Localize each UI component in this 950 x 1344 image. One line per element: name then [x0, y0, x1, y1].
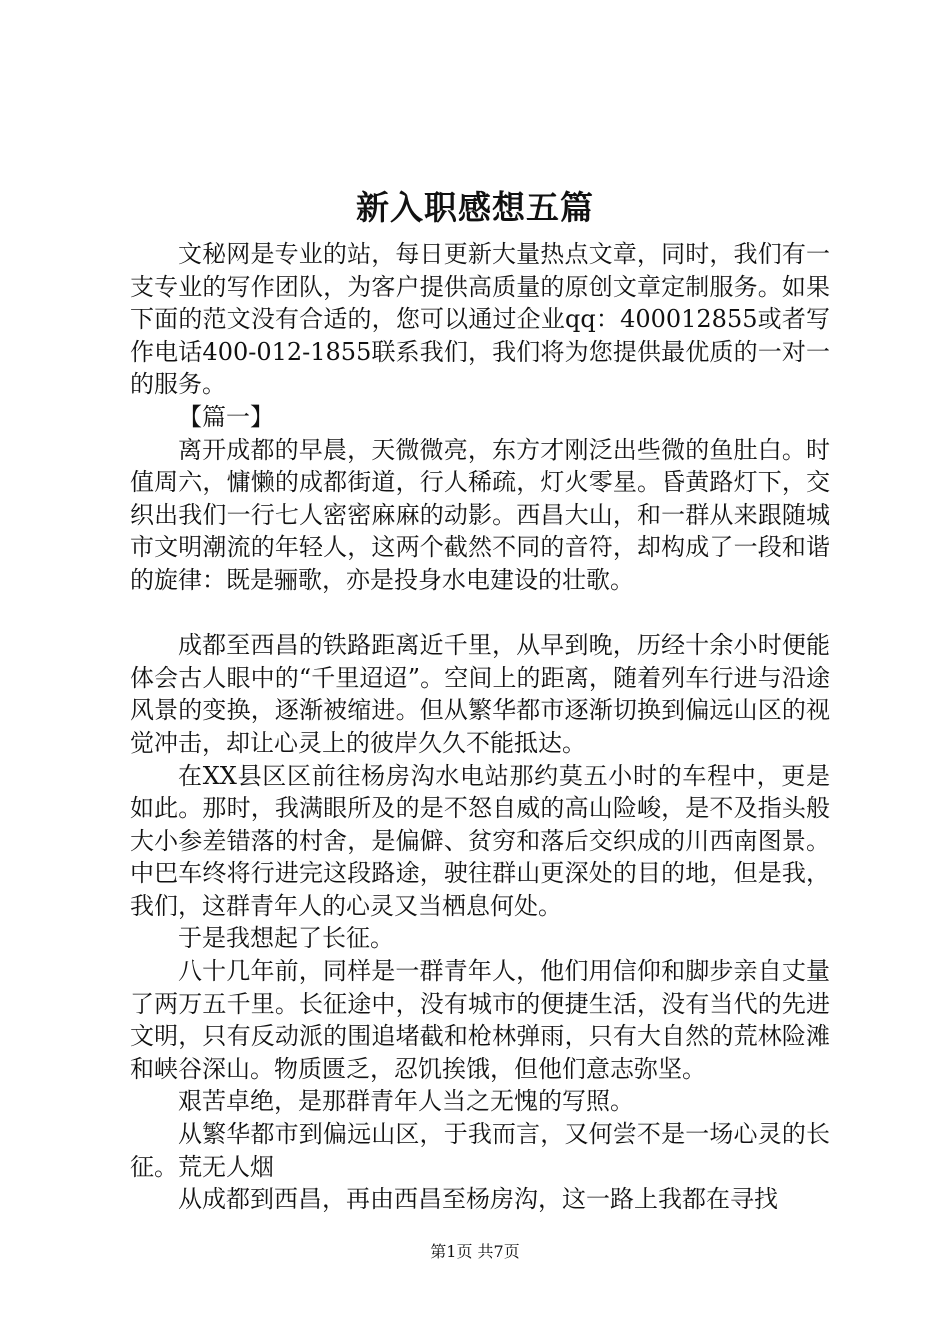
intro-paragraph: 文秘网是专业的站，每日更新大量热点文章，同时，我们有一支专业的写作团队，为客户提供高质量的原创文章定制服务。如果下面的范文没有合适的，您可以通过企业qq：400012855或者写作电话400-012-1855联系我们，我们将为您提供最优质的一对一的服务。 [130, 240, 830, 399]
page-number-footer: 第1页 共7页 [430, 1242, 520, 1261]
body-paragraph: 八十几年前，同样是一群青年人，他们用信仰和脚步亲自丈量了两万五千里。长征途中，没有城市的便捷生活，没有当代的先进文明，只有反动派的围追堵截和枪林弹雨，只有大自然的荒林险滩和峡谷深山。物质匮乏，忍饥挨饿，但他们意志弥坚。 [130, 957, 830, 1083]
document-title: 新入职感想五篇 [356, 188, 594, 227]
body-paragraph: 艰苦卓绝，是那群青年人当之无愧的写照。 [178, 1087, 634, 1116]
body-paragraph: 在XX县区区前往杨房沟水电站那约莫五小时的车程中，更是如此。那时，我满眼所及的是不怒自威的高山险峻，是不及指头般大小参差错落的村舍，是偏僻、贫穷和落后交织成的川西南图景。中巴车终将行进完这段路途，驶往群山更深处的目的地，但是我，我们，这群青年人的心灵又当栖息何处。 [130, 761, 830, 920]
body-paragraph: 从繁华都市到偏远山区，于我而言，又何尝不是一场心灵的长征。荒无人烟 [130, 1120, 830, 1181]
section-heading: 【篇一】 [178, 402, 274, 431]
body-paragraph: 成都至西昌的铁路距离近千里，从早到晚，历经十余小时便能体会古人眼中的“千里迢迢”。空间上的距离，随着列车行进与沿途风景的变换，逐渐被缩进。但从繁华都市逐渐切换到偏远山区的视觉冲击，却让心灵上的彼岸久久不能抵达。 [130, 631, 830, 757]
body-paragraph: 从成都到西昌，再由西昌至杨房沟，这一路上我都在寻找 [178, 1185, 778, 1214]
body-paragraph: 离开成都的早晨，天微微亮，东方才刚泛出些微的鱼肚白。时值周六，慵懒的成都街道，行人稀疏，灯火零星。昏黄路灯下，交织出我们一行七人密密麻麻的动影。西昌大山，和一群从来跟随城市文明潮流的年轻人，这两个截然不同的音符，却构成了一段和谐的旋律：既是骊歌，亦是投身水电建设的壮歌。 [130, 435, 830, 594]
document-body [130, 238, 830, 1216]
body-paragraph: 于是我想起了长征。 [178, 924, 394, 953]
